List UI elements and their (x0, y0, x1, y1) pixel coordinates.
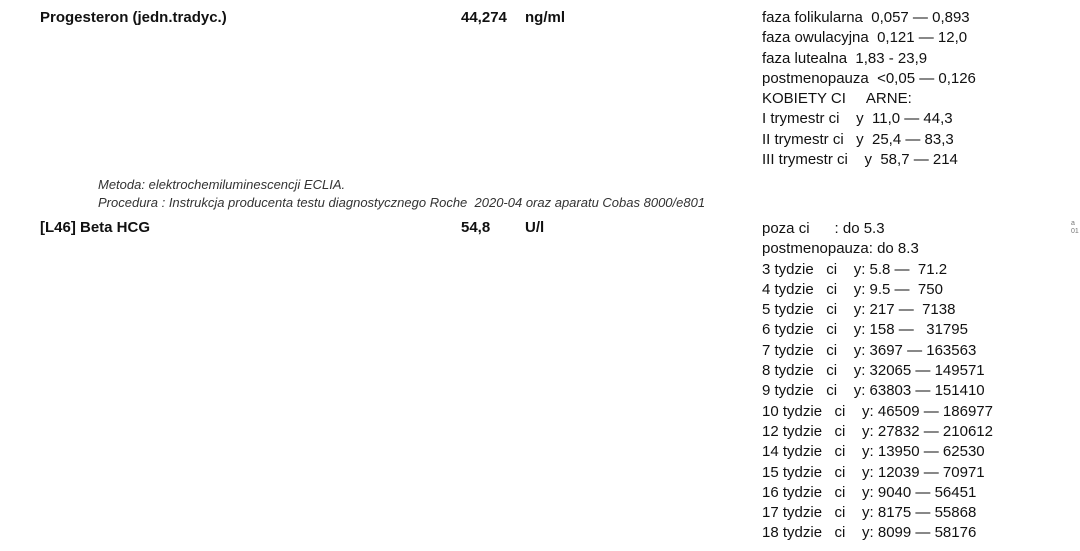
edge-mark: 01 (1071, 228, 1079, 235)
reference-line: 3 tydzie ci y: 5.8 — 71.2 (762, 260, 948, 278)
reference-line: faza owulacyjna 0,121 — 12,0 (762, 29, 968, 47)
test-name-progesteron: Progesteron (jedn.tradyc.) (40, 9, 227, 26)
reference-line: 6 tydzie ci y: 158 — 31795 (762, 321, 968, 339)
reference-line: 9 tydzie ci y: 63803 — 151410 (762, 382, 985, 400)
method-note: Metoda: elektrochemiluminescencji ECLIA. (98, 177, 346, 192)
reference-line: 10 tydzie ci y: 46509 — 186977 (762, 402, 993, 420)
test-value-progesteron: 44,274 (461, 9, 507, 26)
reference-line: KOBIETY CI ARNE: (762, 90, 912, 108)
reference-line: 18 tydzie ci y: 8099 — 58176 (762, 524, 977, 542)
reference-line: 5 tydzie ci y: 217 — 7138 (762, 301, 956, 319)
reference-line: 17 tydzie ci y: 8175 — 55868 (762, 504, 977, 522)
reference-line: II trymestr ci y 25,4 — 83,3 (762, 130, 954, 148)
reference-line: III trymestr ci y 58,7 — 214 (762, 151, 958, 169)
reference-line: 8 tydzie ci y: 32065 — 149571 (762, 362, 985, 380)
reference-line: 12 tydzie ci y: 27832 — 210612 (762, 422, 993, 440)
reference-line: postmenopauza <0,05 — 0,126 (762, 69, 976, 87)
reference-line: 14 tydzie ci y: 13950 — 62530 (762, 443, 985, 461)
reference-line: 15 tydzie ci y: 12039 — 70971 (762, 463, 985, 481)
reference-line: 16 tydzie ci y: 9040 — 56451 (762, 483, 977, 501)
reference-line: 7 tydzie ci y: 3697 — 163563 (762, 341, 977, 359)
reference-line: faza folikularna 0,057 — 0,893 (762, 9, 970, 26)
reference-range-beta-hcg (762, 219, 993, 544)
reference-line: I trymestr ci y 11,0 — 44,3 (762, 110, 953, 128)
test-unit-progesteron: ng/ml (525, 9, 565, 26)
procedure-note: Procedura : Instrukcja producenta testu diagnostycznego Roche 2020-04 oraz aparatu Cobas 8000/e801 (98, 195, 706, 210)
reference-line: postmenopauza: do 8.3 (762, 240, 919, 258)
reference-line: faza lutealna 1,83 - 23,9 (762, 49, 928, 67)
test-unit-beta-hcg: U/l (525, 219, 545, 236)
reference-range-progesteron (762, 8, 976, 170)
reference-line: poza ci : do 5.3 (762, 220, 885, 237)
test-value-beta-hcg: 54,8 (461, 219, 491, 236)
test-name-beta-hcg: [L46] Beta HCG (40, 219, 151, 236)
edge-mark: a (1071, 220, 1075, 227)
reference-line: 4 tydzie ci y: 9.5 — 750 (762, 280, 943, 298)
